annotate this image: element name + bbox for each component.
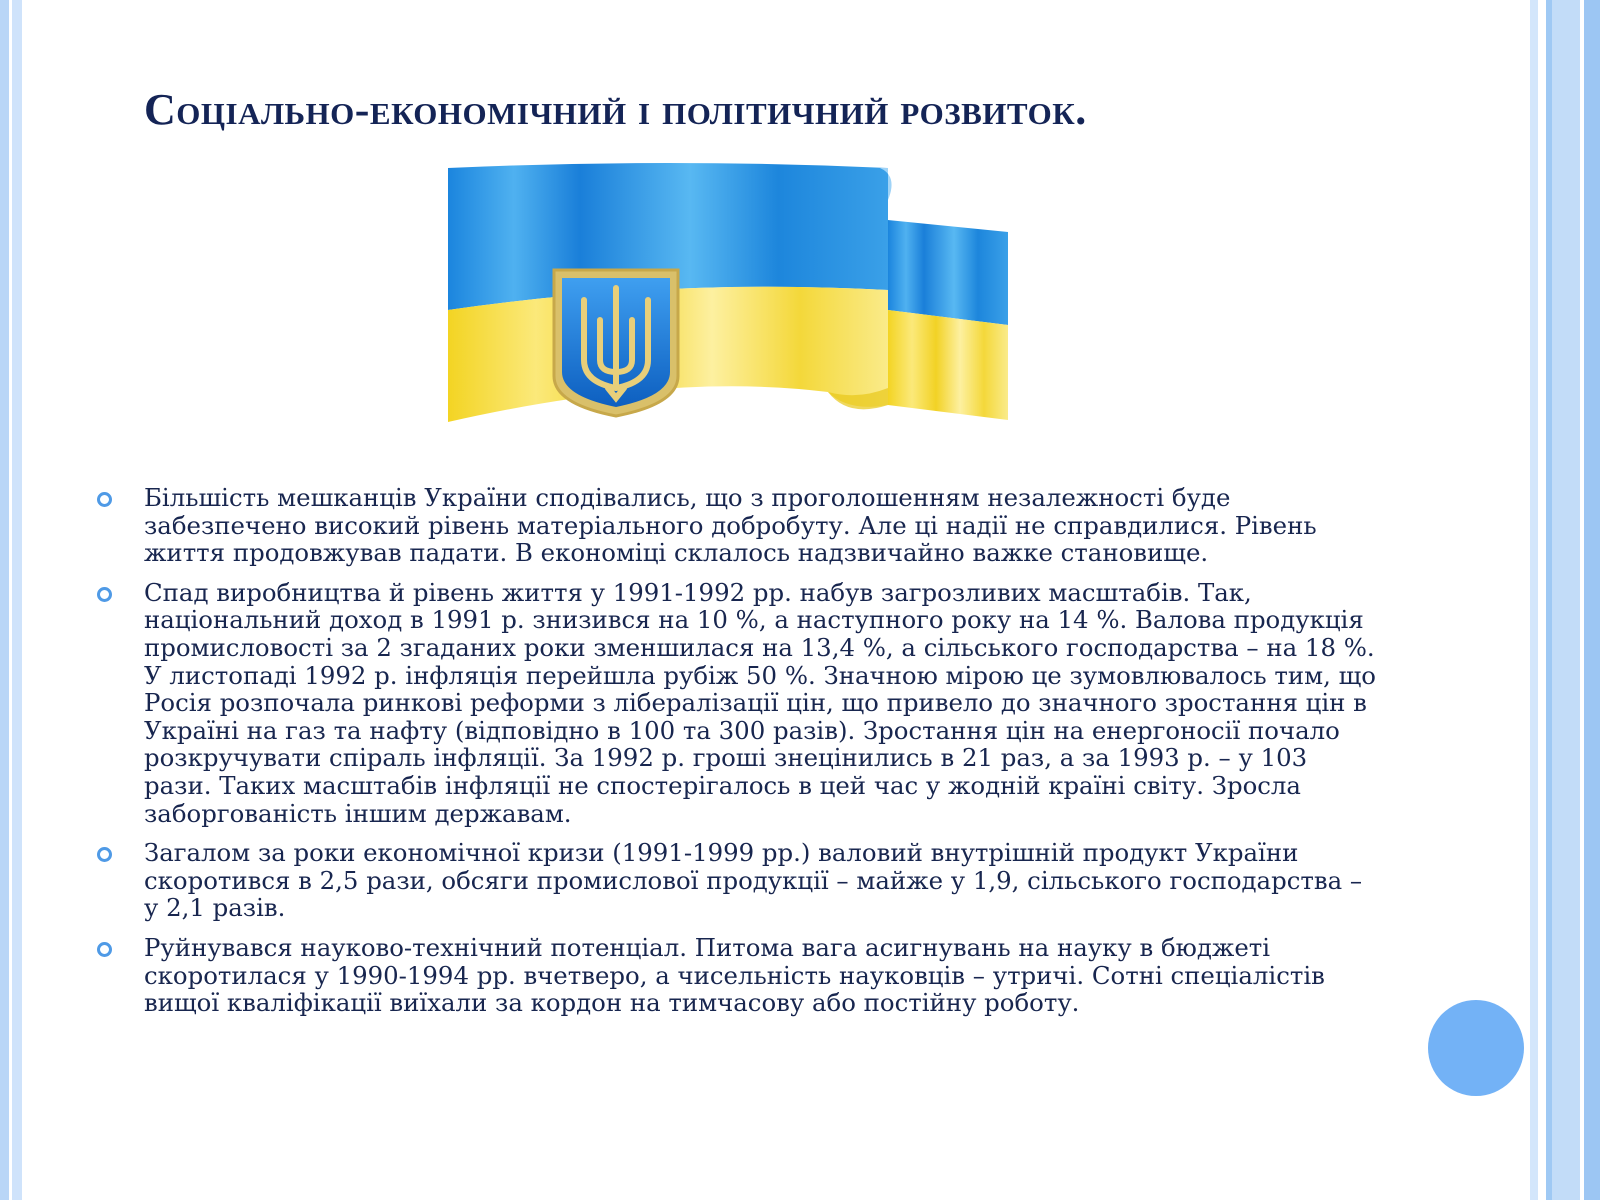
ring-bullet-icon — [97, 587, 112, 602]
bullet-text: Руйнувався науково-технічний потенціал. Питома вага асигнувань на науку в бюджеті скоротилася у 1990-1994 рр. вчетверо, а чисельність науковців – утричі. Сотні спеціалістів вищої кваліфікації виїхали за кордон на тимчасову або постійну роботу. — [144, 932, 1325, 1018]
ring-bullet-icon — [97, 942, 112, 957]
list-item — [90, 484, 1380, 567]
ukraine-flag-icon — [448, 160, 1008, 428]
list-item — [90, 934, 1380, 1017]
ring-bullet-icon — [97, 492, 112, 507]
bullet-text: Спад виробництва й рівень життя у 1991-1992 рр. набув загрозливих масштабів. Так, національний доход в 1991 р. знизився на 10 %, а наступного року на 14 %. Валова продукція промисловості за 2 згаданих роки зменшилася на 13,4 %, а сільського господарства – на 18 %. У листопаді 1992 р. інфляція перейшла рубіж 50 %. Значною мірою це зумовлювалось тим, що Росія розпочала ринкові реформи з лібералізації цін, що привело до значного зростання цін в Україні на газ та нафту (відповідно в 100 та 300 разів). Зростання цін на енергоносії почало розкручувати спіраль інфляції. За 1992 р. гроші знецінились в 21 раз, а за 1993 р. – у 103 рази. Таких масштабів інфляції не спостерігалось в цей час у жодній країні світу. Зросла заборгованість іншим державам. — [144, 577, 1376, 828]
bullet-list — [90, 484, 1380, 1029]
list-item — [90, 579, 1380, 827]
list-item — [90, 839, 1380, 922]
right-border-decoration — [1530, 0, 1600, 1200]
left-border-decoration — [0, 0, 22, 1200]
decorative-circle — [1428, 1000, 1524, 1096]
slide-title: Соціально-економічний і політичний розвиток. — [144, 85, 1087, 134]
bullet-text: Більшість мешканців України сподівались, що з проголошенням незалежності буде забезпечено високий рівень матеріального добробуту. Але ці надії не справдилися. Рівень життя продовжував падати. В економіці склалось надзвичайно важке становище. — [144, 483, 1317, 568]
ring-bullet-icon — [97, 847, 112, 862]
bullet-text: Загалом за роки економічної кризи (1991-1999 рр.) валовий внутрішній продукт України скоротився в 2,5 рази, обсяги промислової продукції – майже у 1,9, сільського господарства – у 2,1 разів. — [144, 838, 1363, 923]
